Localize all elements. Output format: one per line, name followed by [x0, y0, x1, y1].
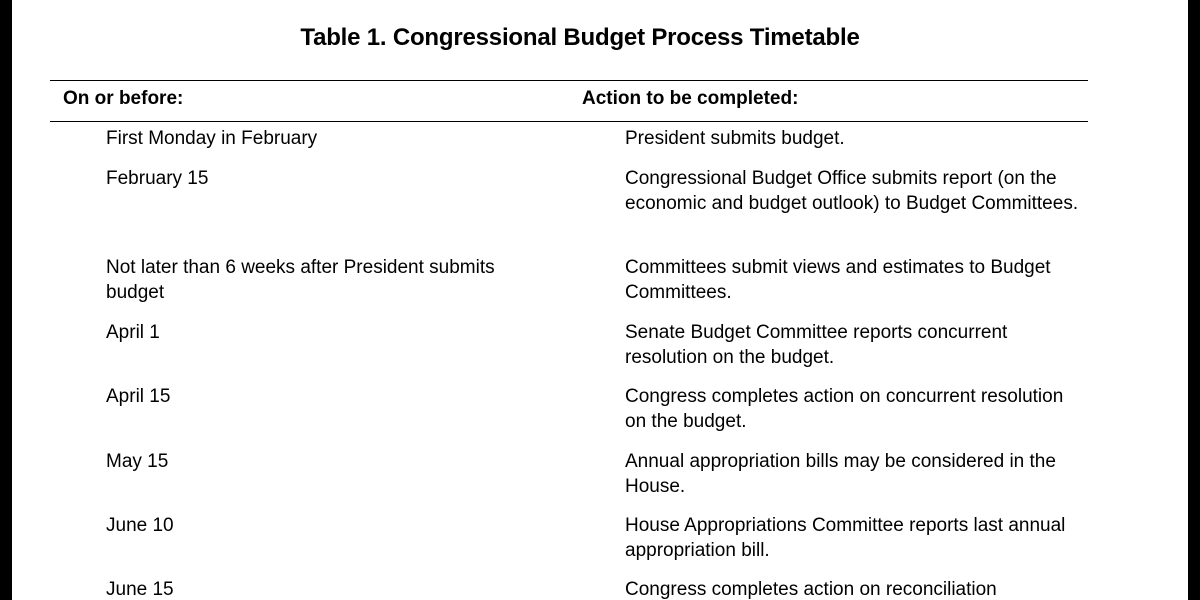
- action-cell: Congress completes action on concurrent resolution on the budget.: [625, 386, 1064, 432]
- table-top-rule: [50, 80, 1088, 81]
- action-cell: Congressional Budget Office submits report (on the economic and budget outlook) to Budget Committees.: [625, 168, 1079, 214]
- date-cell: May 15: [106, 451, 169, 472]
- action-cell: Annual appropriation bills may be considered in the House.: [625, 451, 1056, 497]
- table-row: [12, 384, 1188, 449]
- date-cell: April 1: [106, 322, 160, 343]
- date-cell: First Monday in February: [106, 128, 318, 149]
- table-row: [12, 513, 1188, 577]
- table-body: [12, 126, 1188, 600]
- column-header-date: On or before:: [63, 88, 184, 109]
- action-cell: House Appropriations Committee reports last annual appropriation bill.: [625, 515, 1066, 561]
- action-cell: Congress completes action on reconciliation: [625, 579, 997, 600]
- table-row: [12, 255, 1188, 320]
- action-cell: Senate Budget Committee reports concurrent resolution on the budget.: [625, 322, 1008, 368]
- document-page: [12, 0, 1188, 600]
- action-cell: Committees submit views and estimates to Budget Committees.: [625, 257, 1051, 303]
- table-row: [12, 577, 1188, 600]
- column-header-action: Action to be completed:: [582, 88, 799, 109]
- date-cell: Not later than 6 weeks after President submits budget: [106, 257, 495, 303]
- table-row: [12, 320, 1188, 384]
- table-title: Table 1. Congressional Budget Process Timetable: [300, 24, 860, 51]
- table-row: [12, 126, 1188, 166]
- date-cell: June 15: [106, 579, 174, 600]
- table-row: [12, 166, 1188, 255]
- date-cell: February 15: [106, 168, 209, 189]
- table-row: [12, 449, 1188, 513]
- date-cell: June 10: [106, 515, 174, 536]
- date-cell: April 15: [106, 386, 171, 407]
- table-header-rule: [50, 121, 1088, 122]
- action-cell: President submits budget.: [625, 128, 845, 149]
